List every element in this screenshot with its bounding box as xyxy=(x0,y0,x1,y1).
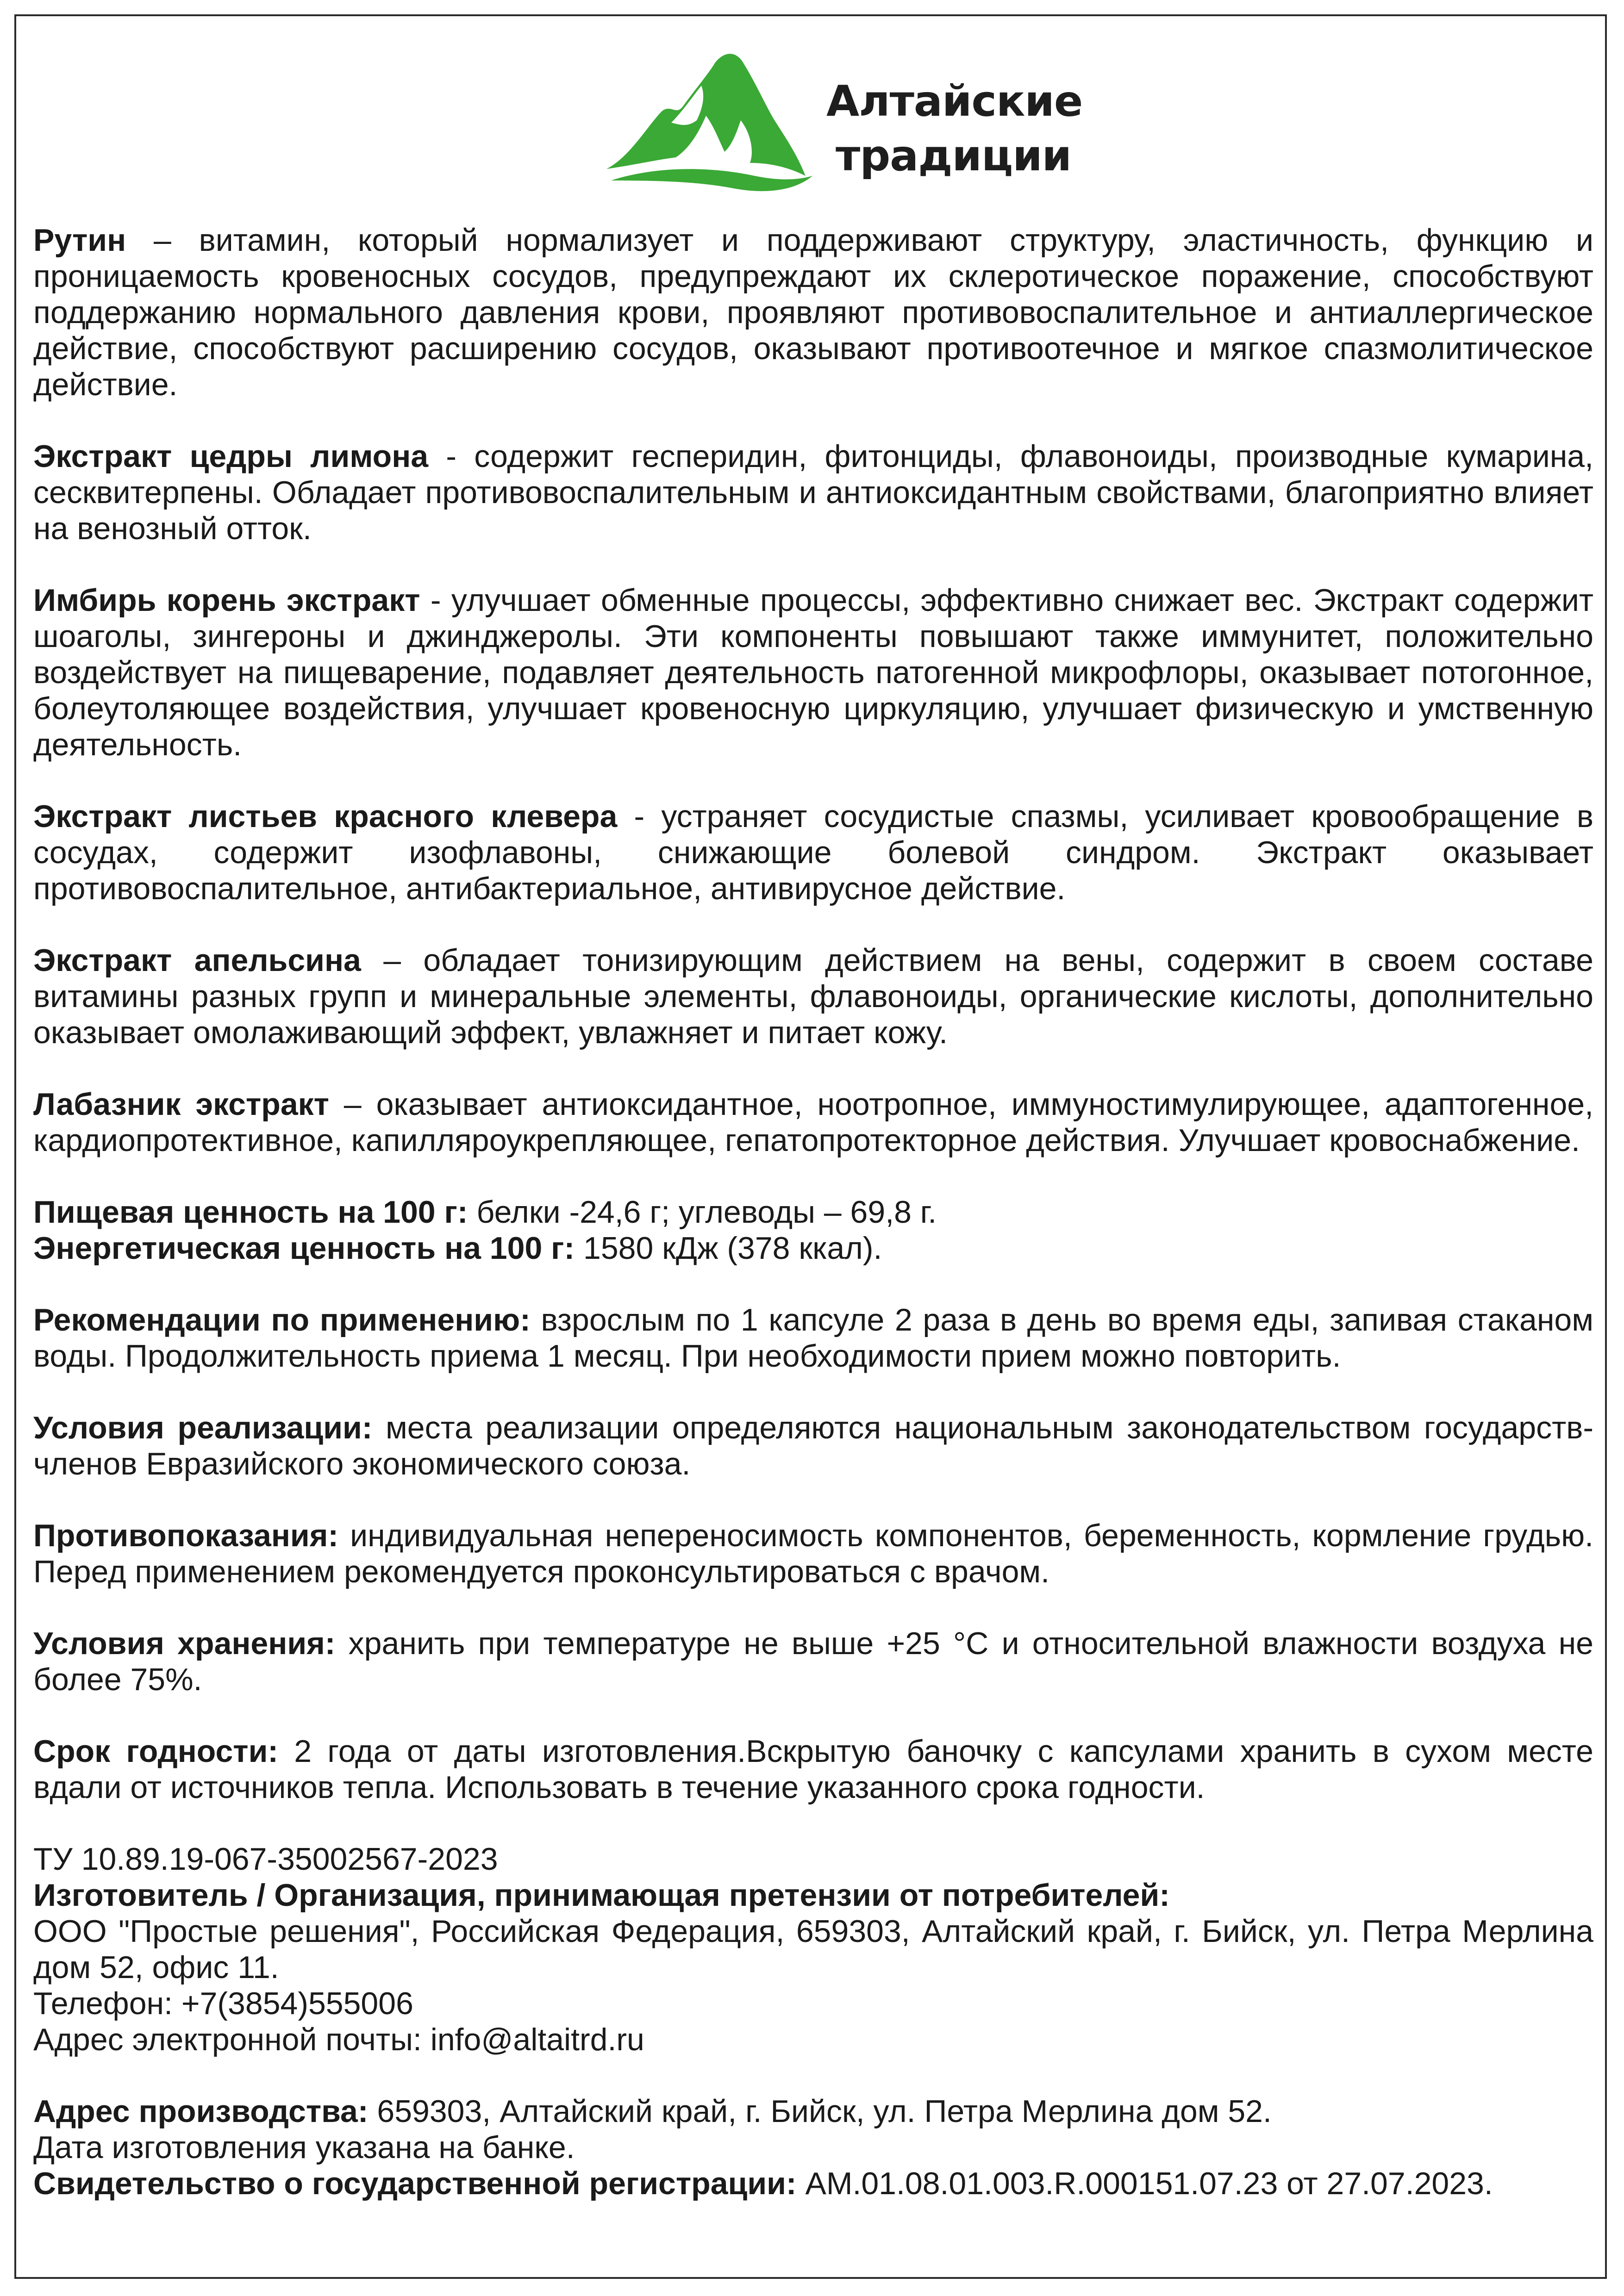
section-title: Экстракт цедры лимона xyxy=(33,439,429,474)
recommendations-title: Рекомендации по применению: xyxy=(33,1302,531,1338)
food-value-title: Пищевая ценность на 100 г: xyxy=(33,1195,468,1230)
contraindications-text: индивидуальная непереносимость компонентов, беременность, кормление грудью. Перед применением рекомендуется проконсультироваться с врачом. xyxy=(33,1518,1593,1589)
brand-logo xyxy=(602,42,1083,218)
contraindications xyxy=(33,1518,1593,1590)
energy-value-title: Энергетическая ценность на 100 г: xyxy=(33,1231,575,1266)
manufacturer-email: Адрес электронной почты: info@altaitrd.ru xyxy=(33,2022,644,2057)
section-ginger xyxy=(33,582,1593,763)
manufacturer-address: ООО "Простые решения", Российская Федерация, 659303, Алтайский край, г. Бийск, ул. Петра Мерлина дом 52, офис 11. xyxy=(33,1914,1593,1985)
energy-value-text: 1580 кДж (378 ккал). xyxy=(575,1231,882,1266)
recommendations-text: взрослым по 1 капсуле 2 раза в день во время еды, запивая стаканом воды. Продолжительность приема 1 месяц. При необходимости прием можно повторить. xyxy=(33,1302,1593,1374)
production-address-text: 659303, Алтайский край, г. Бийск, ул. Петра Мерлина дом 52. xyxy=(368,2094,1272,2129)
section-lemon-zest xyxy=(33,438,1593,547)
label-text xyxy=(33,222,1593,2237)
section-text: – оказывает антиоксидантное, ноотропное, иммуностимулирующее, адаптогенное, кардиопротективное, капилляроукрепляющее, гепатопротекторное действия. Улучшает кровоснабжение. xyxy=(33,1087,1593,1158)
section-title: Экстракт апельсина xyxy=(33,943,361,978)
mountain-logo-icon xyxy=(602,42,819,208)
recommendations xyxy=(33,1302,1593,1374)
production-date-note: Дата изготовления указана на банке. xyxy=(33,2130,575,2165)
brand-name-line2: традиции xyxy=(836,131,1072,180)
production-block xyxy=(33,2093,1593,2202)
storage-text: хранить при температуре не выше +25 °С и относительной влажности воздуха не более 75%. xyxy=(33,1626,1593,1697)
section-title: Лабазник экстракт xyxy=(33,1087,329,1122)
registration-title: Свидетельство о государственной регистрации: xyxy=(33,2166,797,2201)
storage-conditions xyxy=(33,1625,1593,1698)
sale-conditions-text: места реализации определяются национальным законодательством государств-членов Евразийского экономического союза. xyxy=(33,1410,1593,1481)
sale-conditions-title: Условия реализации: xyxy=(33,1410,373,1445)
section-text: - улучшает обменные процессы, эффективно снижает вес. Экстракт содержит шоаголы, зингероны и джинджеролы. Эти компоненты повышают также иммунитет, положительно воздействует на пищеварение, подавляет деятельность патогенной микрофлоры, оказывает потогонное, болеутоляющее воздействия, улучшает кровеносную циркуляцию, улучшает физическую и умственную деятельность. xyxy=(33,583,1594,762)
section-title: Имбирь корень экстракт xyxy=(33,583,420,618)
section-red-clover xyxy=(33,798,1593,907)
production-address-title: Адрес производства: xyxy=(33,2094,369,2129)
manufacturer-block xyxy=(33,1841,1593,2058)
sale-conditions xyxy=(33,1410,1593,1482)
brand-name xyxy=(826,74,1082,183)
section-title: Экстракт листьев красного клевера xyxy=(33,799,618,834)
registration-text: АМ.01.08.01.003.R.000151.07.23 от 27.07.2023. xyxy=(796,2166,1493,2201)
section-orange xyxy=(33,942,1593,1051)
nutrition-block xyxy=(33,1194,1593,1266)
section-text: - содержит гесперидин, фитонциды, флавоноиды, производные кумарина, сесквитерпены. Обладает противовоспалительным и антиоксидантным свойствами, благоприятно влияет на венозный отток. xyxy=(33,439,1593,546)
section-text: – витамин, который нормализует и поддерживают структуру, эластичность, функцию и проницаемость кровеносных сосудов, предупреждают их склеротическое поражение, способствуют поддержанию нормального давления крови, проявляют противовоспалительное и антиаллергическое действие, способствуют расширению сосудов, оказывают противоотечное и мягкое спазмолитическое действие. xyxy=(33,223,1593,402)
shelf-life xyxy=(33,1733,1593,1805)
brand-name-line1: Алтайские xyxy=(826,76,1083,126)
section-meadowsweet xyxy=(33,1086,1593,1158)
manufacturer-title: Изготовитель / Организация, принимающая претензии от потребителей: xyxy=(33,1878,1170,1913)
shelf-life-text: 2 года от даты изготовления.Вскрытую баночку с капсулами хранить в сухом месте вдали от источников тепла. Использовать в течение указанного срока годности. xyxy=(33,1734,1593,1805)
section-text: – обладает тонизирующим действием на вены, содержит в своем составе витамины разных групп и минеральные элементы, флавоноиды, органические кислоты, дополнительно оказывает омолаживающий эффект, увлажняет и питает кожу. xyxy=(33,943,1593,1050)
food-value-text: белки -24,6 г; углеводы – 69,8 г. xyxy=(468,1195,937,1230)
storage-title: Условия хранения: xyxy=(33,1626,336,1661)
tu-code: ТУ 10.89.19-067-35002567-2023 xyxy=(33,1842,498,1877)
section-rutin xyxy=(33,222,1593,403)
contraindications-title: Противопоказания: xyxy=(33,1518,339,1553)
manufacturer-phone: Телефон: +7(3854)555006 xyxy=(33,1986,413,2021)
section-title: Рутин xyxy=(33,223,126,258)
section-text: - устраняет сосудистые спазмы, усиливает кровообращение в сосудах, содержит изофлавоны, снижающие болевой синдром. Экстракт оказывает противовоспалительное, антибактериальное, антивирусное действие. xyxy=(33,799,1594,906)
shelf-life-title: Срок годности: xyxy=(33,1734,279,1769)
